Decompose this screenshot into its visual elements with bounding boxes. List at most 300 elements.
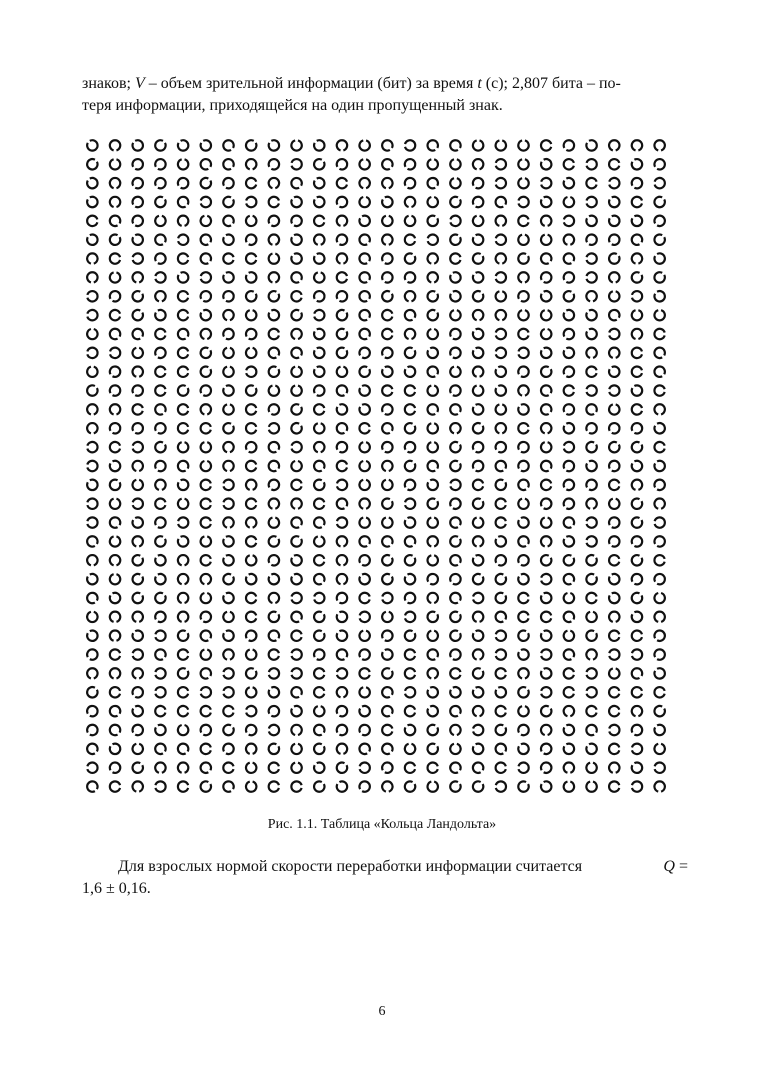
landolt-ring — [564, 423, 574, 433]
landolt-ring — [541, 385, 551, 395]
landolt-ring — [337, 612, 347, 622]
landolt-ring — [405, 197, 415, 207]
landolt-ring — [314, 480, 324, 490]
landolt-ring — [405, 555, 415, 565]
landolt-ring — [110, 668, 120, 678]
landolt-ring — [541, 197, 551, 207]
landolt-ring — [178, 668, 188, 678]
landolt-ring — [223, 593, 233, 603]
landolt-ring — [541, 480, 551, 490]
landolt-ring — [359, 367, 369, 377]
landolt-ring — [518, 404, 528, 414]
landolt-ring — [382, 367, 392, 377]
landolt-ring — [382, 499, 392, 509]
landolt-ring — [518, 140, 528, 150]
landolt-ring — [586, 291, 596, 301]
landolt-ring — [428, 423, 438, 433]
landolt-ring — [609, 517, 619, 527]
landolt-ring — [110, 348, 120, 358]
landolt-ring — [609, 442, 619, 452]
landolt-ring — [405, 480, 415, 490]
landolt-ring — [155, 631, 165, 641]
landolt-ring — [473, 555, 483, 565]
landolt-ring — [87, 178, 97, 188]
landolt-ring — [564, 706, 574, 716]
landolt-ring — [269, 254, 279, 264]
landolt-ring — [473, 329, 483, 339]
landolt-ring — [201, 763, 211, 773]
landolt-ring — [269, 649, 279, 659]
landolt-ring — [450, 593, 460, 603]
landolt-ring — [223, 649, 233, 659]
landolt-ring — [246, 612, 256, 622]
landolt-ring — [632, 329, 642, 339]
landolt-ring — [586, 555, 596, 565]
landolt-ring — [450, 253, 460, 263]
landolt-ring — [87, 499, 97, 509]
landolt-ring — [654, 367, 664, 377]
landolt-ring — [564, 649, 574, 659]
landolt-ring — [178, 706, 188, 716]
landolt-ring — [359, 461, 369, 471]
landolt-ring — [564, 272, 574, 282]
landolt-ring — [564, 782, 574, 792]
landolt-ring — [428, 272, 438, 282]
landolt-ring — [382, 555, 392, 565]
landolt-ring — [291, 763, 301, 773]
landolt-ring — [201, 329, 211, 339]
landolt-ring — [337, 385, 347, 395]
landolt-ring — [359, 706, 369, 716]
landolt-ring — [314, 423, 324, 433]
landolt-ring — [292, 159, 302, 169]
landolt-ring — [246, 367, 256, 377]
landolt-ring — [632, 631, 642, 641]
landolt-ring — [201, 423, 211, 433]
landolt-ring — [609, 329, 619, 339]
landolt-ring — [292, 668, 302, 678]
landolt-ring — [518, 706, 528, 716]
landolt-ring — [428, 612, 438, 622]
landolt-ring — [428, 329, 438, 339]
landolt-ring — [201, 706, 211, 716]
landolt-ring — [518, 612, 528, 622]
landolt-ring — [382, 631, 392, 641]
landolt-ring — [405, 404, 415, 414]
landolt-ring — [178, 480, 188, 490]
landolt-ring — [518, 744, 528, 754]
landolt-ring — [359, 159, 369, 169]
landolt-ring — [654, 631, 664, 641]
landolt-ring — [450, 310, 460, 320]
landolt-ring — [246, 461, 256, 471]
landolt-ring — [314, 461, 324, 471]
landolt-ring — [632, 612, 642, 622]
landolt-ring — [564, 140, 574, 150]
landolt-ring — [564, 253, 574, 263]
landolt-ring — [178, 178, 188, 188]
landolt-ring — [155, 291, 165, 301]
landolt-ring — [155, 687, 165, 697]
landolt-ring — [155, 253, 165, 263]
landolt-ring — [496, 423, 506, 433]
landolt-ring — [337, 310, 347, 320]
landolt-ring — [133, 423, 143, 433]
landolt-ring — [269, 404, 279, 414]
landolt-ring — [110, 367, 120, 377]
landolt-ring — [178, 442, 188, 452]
landolt-ring — [496, 348, 506, 358]
landolt-ring — [178, 385, 188, 395]
landolt-ring — [314, 649, 324, 659]
landolt-ring — [360, 763, 370, 773]
landolt-ring — [609, 555, 619, 565]
landolt-ring — [405, 706, 415, 716]
landolt-ring — [382, 593, 392, 603]
landolt-ring — [496, 612, 506, 622]
landolt-ring — [359, 781, 369, 791]
landolt-ring — [428, 291, 438, 301]
landolt-ring — [337, 668, 347, 678]
landolt-ring — [223, 517, 233, 527]
landolt-ring — [223, 574, 233, 584]
landolt-ring — [178, 291, 188, 301]
landolt-ring — [337, 593, 347, 603]
landolt-ring — [473, 499, 483, 509]
landolt-ring — [541, 781, 551, 791]
landolt-ring — [223, 555, 233, 565]
landolt-ring — [155, 423, 165, 433]
landolt-ring — [587, 159, 597, 169]
intro-text: (с); 2,807 бита – по- — [481, 75, 621, 92]
landolt-ring — [518, 442, 528, 452]
landolt-ring — [178, 593, 188, 603]
landolt-ring — [496, 310, 506, 320]
landolt-ring — [405, 178, 415, 188]
landolt-ring — [587, 536, 597, 546]
landolt-ring — [496, 461, 506, 471]
landolt-ring — [110, 461, 120, 471]
landolt-ring — [269, 518, 279, 528]
landolt-ring — [473, 536, 483, 546]
landolt-ring — [337, 272, 347, 282]
landolt-ring — [450, 329, 460, 339]
landolt-ring — [564, 216, 574, 226]
landolt-ring — [291, 536, 301, 546]
landolt-ring — [587, 385, 597, 395]
landolt-ring — [587, 517, 597, 527]
landolt-ring — [291, 423, 301, 433]
landolt-ring — [133, 536, 143, 546]
landolt-ring — [609, 140, 619, 150]
landolt-ring — [110, 253, 120, 263]
landolt-ring — [110, 687, 120, 697]
landolt-ring — [155, 310, 165, 320]
landolt-ring — [405, 536, 415, 546]
landolt-ring — [359, 574, 369, 584]
landolt-ring — [155, 593, 165, 603]
landolt-ring — [405, 649, 415, 659]
landolt-ring — [382, 763, 392, 773]
landolt-ring — [246, 499, 256, 509]
landolt-ring — [541, 272, 551, 282]
landolt-ring — [314, 329, 324, 339]
landolt-ring — [201, 310, 211, 320]
landolt-ring — [87, 197, 97, 207]
landolt-ring — [87, 480, 97, 490]
landolt-ring — [337, 348, 347, 358]
landolt-ring — [632, 197, 642, 207]
landolt-ring — [382, 480, 392, 490]
landolt-ring — [654, 235, 664, 245]
landolt-ring — [473, 272, 483, 282]
landolt-ring — [496, 574, 506, 584]
landolt-ring — [314, 216, 324, 226]
landolt-ring — [428, 593, 438, 603]
landolt-ring — [496, 555, 506, 565]
landolt-ring — [359, 687, 369, 697]
landolt-ring — [291, 461, 301, 471]
landolt-ring — [110, 423, 120, 433]
landolt-ring — [291, 631, 301, 641]
landolt-ring — [291, 517, 301, 527]
landolt-ring — [314, 385, 324, 395]
landolt-ring — [314, 291, 324, 301]
landolt-ring — [541, 593, 551, 603]
landolt-ring — [541, 518, 551, 528]
landolt-ring — [405, 367, 415, 377]
landolt-ring — [382, 574, 392, 584]
landolt-ring — [564, 555, 574, 565]
landolt-ring — [133, 480, 143, 490]
landolt-ring — [314, 442, 324, 452]
landolt-ring — [632, 687, 642, 697]
landolt-ring — [541, 536, 551, 546]
landolt-ring — [654, 499, 664, 509]
landolt-ring — [110, 140, 120, 150]
landolt-ring — [223, 612, 233, 622]
landolt-ring — [473, 140, 483, 150]
landolt-ring — [382, 216, 392, 226]
landolt-ring — [223, 329, 233, 339]
landolt-rings-table — [81, 136, 671, 796]
landolt-ring — [291, 687, 301, 697]
landolt-ring — [586, 612, 596, 622]
landolt-ring — [337, 555, 347, 565]
landolt-ring — [201, 291, 211, 301]
landolt-ring — [518, 517, 528, 527]
landolt-ring — [586, 178, 596, 188]
landolt-ring — [473, 725, 483, 735]
variable-v: V — [134, 75, 145, 92]
landolt-ring — [133, 781, 143, 791]
landolt-ring — [541, 725, 551, 735]
landolt-ring — [314, 706, 324, 716]
landolt-ring — [178, 744, 188, 754]
landolt-ring — [178, 499, 188, 509]
landolt-ring — [110, 159, 120, 169]
landolt-ring — [518, 687, 528, 697]
q-equation — [663, 856, 688, 878]
landolt-ring — [87, 517, 97, 527]
landolt-ring — [541, 649, 551, 659]
landolt-ring — [359, 197, 369, 207]
landolt-ring — [450, 763, 460, 773]
landolt-ring — [246, 348, 256, 358]
landolt-ring — [496, 649, 506, 659]
landolt-ring — [269, 386, 279, 396]
landolt-ring — [87, 442, 97, 452]
landolt-ring — [87, 593, 97, 603]
landolt-ring — [496, 687, 506, 697]
landolt-ring — [632, 536, 642, 546]
landolt-ring — [246, 744, 256, 754]
landolt-ring — [201, 555, 211, 565]
landolt-ring — [337, 253, 347, 263]
landolt-ring — [133, 140, 143, 150]
landolt-ring — [586, 782, 596, 792]
landolt-ring — [632, 367, 642, 377]
landolt-ring — [246, 706, 256, 716]
intro-paragraph — [82, 73, 688, 117]
landolt-ring — [291, 612, 301, 622]
landolt-ring — [518, 310, 528, 320]
landolt-ring — [405, 763, 415, 773]
landolt-ring — [609, 159, 619, 169]
landolt-ring — [337, 725, 347, 735]
landolt-ring — [269, 159, 279, 169]
landolt-ring — [450, 404, 460, 414]
landolt-ring — [632, 725, 642, 735]
landolt-ring — [87, 310, 97, 320]
landolt-ring — [609, 291, 619, 301]
landolt-ring — [269, 593, 279, 603]
landolt-ring — [291, 216, 301, 226]
landolt-ring — [87, 668, 97, 678]
landolt-ring — [155, 404, 165, 414]
intro-line-1 — [82, 73, 688, 95]
landolt-ring — [87, 574, 97, 584]
landolt-ring — [382, 272, 392, 282]
landolt-ring — [133, 235, 143, 245]
landolt-ring — [518, 291, 528, 301]
landolt-ring — [450, 178, 460, 188]
landolt-ring — [110, 763, 120, 773]
landolt-ring — [337, 159, 347, 169]
landolt-ring — [155, 706, 165, 716]
landolt-ring — [405, 517, 415, 527]
landolt-ring — [518, 555, 528, 565]
landolt-ring — [133, 197, 143, 207]
landolt-ring — [87, 216, 97, 226]
landolt-ring — [586, 725, 596, 735]
landolt-ring — [382, 197, 392, 207]
landolt-ring — [450, 367, 460, 377]
landolt-ring — [269, 687, 279, 697]
landolt-ring — [473, 744, 483, 754]
landolt-ring — [609, 216, 619, 226]
landolt-ring — [541, 706, 551, 716]
landolt-ring — [291, 329, 301, 339]
landolt-ring — [155, 555, 165, 565]
landolt-ring — [518, 725, 528, 735]
landolt-ring — [586, 480, 596, 490]
landolt-ring — [201, 612, 211, 622]
landolt-ring — [518, 216, 528, 226]
landolt-ring — [337, 781, 347, 791]
landolt-ring — [224, 687, 234, 697]
landolt-ring — [110, 574, 120, 584]
landolt-ring — [382, 329, 392, 339]
landolt-ring — [337, 329, 347, 339]
landolt-ring — [428, 461, 438, 471]
landolt-ring — [428, 536, 438, 546]
landolt-ring — [133, 291, 143, 301]
landolt-ring — [246, 310, 256, 320]
landolt-ring — [246, 536, 256, 546]
landolt-ring — [224, 668, 234, 678]
landolt-ring — [473, 687, 483, 697]
landolt-ring — [337, 499, 347, 509]
landolt-ring — [654, 649, 664, 659]
landolt-ring — [337, 291, 347, 301]
landolt-ring — [155, 536, 165, 546]
landolt-ring — [359, 593, 369, 603]
landolt-ring — [632, 744, 642, 754]
landolt-ring — [87, 404, 97, 414]
landolt-ring — [155, 781, 165, 791]
landolt-ring — [269, 461, 279, 471]
landolt-ring — [632, 159, 642, 169]
landolt-ring — [155, 329, 165, 339]
landolt-ring — [428, 310, 438, 320]
landolt-ring — [246, 253, 256, 263]
landolt-ring — [246, 555, 256, 565]
landolt-ring — [473, 442, 483, 452]
landolt-ring — [223, 763, 233, 773]
landolt-ring — [632, 668, 642, 678]
landolt-ring — [291, 272, 301, 282]
landolt-ring — [155, 216, 165, 226]
landolt-ring — [223, 725, 233, 735]
landolt-ring — [178, 517, 188, 527]
landolt-ring — [178, 253, 188, 263]
landolt-ring — [110, 725, 120, 735]
landolt-ring — [178, 404, 188, 414]
landolt-ring — [654, 197, 664, 207]
landolt-ring — [450, 480, 460, 490]
landolt-ring — [496, 706, 506, 716]
landolt-ring — [541, 574, 551, 584]
landolt-ring — [405, 216, 415, 226]
landolt-ring — [587, 272, 597, 282]
landolt-ring — [359, 499, 369, 509]
landolt-ring — [632, 253, 642, 263]
landolt-ring — [246, 650, 256, 660]
landolt-ring — [586, 404, 596, 414]
landolt-ring — [223, 442, 233, 452]
landolt-ring — [155, 461, 165, 471]
landolt-ring — [201, 687, 211, 697]
landolt-ring — [564, 480, 574, 490]
landolt-ring — [269, 310, 279, 320]
landolt-ring — [450, 499, 460, 509]
landolt-ring — [405, 668, 415, 678]
landolt-ring — [632, 423, 642, 433]
landolt-ring — [428, 197, 438, 207]
landolt-ring — [609, 706, 619, 716]
landolt-ring — [428, 235, 438, 245]
